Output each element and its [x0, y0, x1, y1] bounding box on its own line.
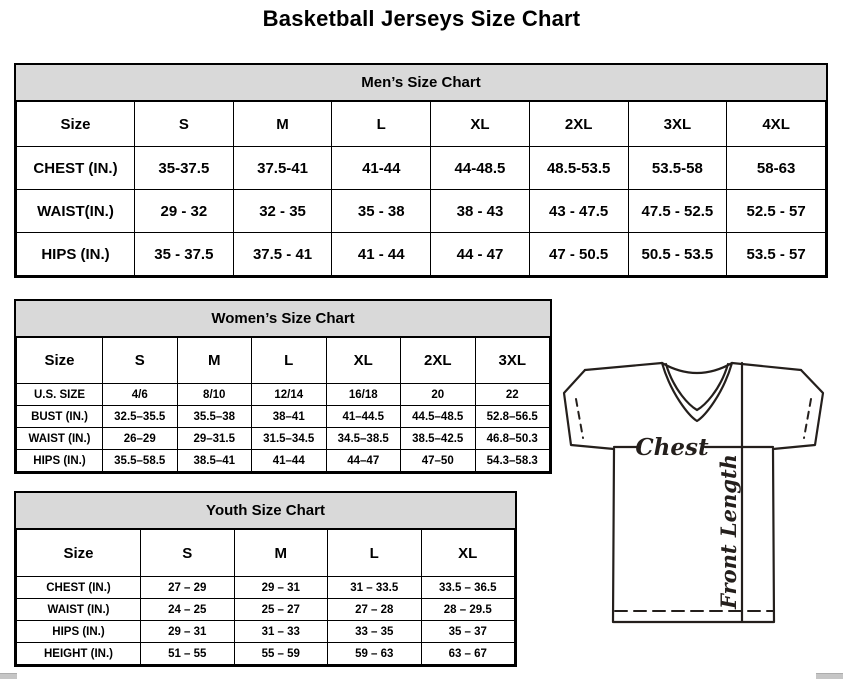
table-cell: 44-48.5	[431, 147, 530, 190]
header-row	[17, 102, 826, 147]
table-cell: 31 – 33.5	[328, 577, 422, 599]
table-cell: 43 - 47.5	[529, 190, 628, 233]
table-cell: 4/6	[103, 384, 178, 406]
table-cell: 52.8–56.5	[475, 406, 550, 428]
table-cell: 29–31.5	[177, 428, 252, 450]
row-label: CHEST (IN.)	[17, 577, 141, 599]
table-cell: 41–44	[252, 450, 327, 472]
front-length-measure-label: Front Length	[716, 454, 741, 609]
table-cell: 12/14	[252, 384, 327, 406]
table-cell: 27 – 29	[141, 577, 235, 599]
column-header: M	[233, 102, 332, 147]
row-label: BUST (IN.)	[17, 406, 103, 428]
column-header: 4XL	[727, 102, 826, 147]
table-cell: 38.5–41	[177, 450, 252, 472]
scrollbar-fragment-left[interactable]	[0, 673, 17, 679]
table-cell: 58-63	[727, 147, 826, 190]
table-cell: 55 – 59	[234, 643, 328, 665]
size-table	[16, 101, 826, 276]
column-header: Size	[17, 102, 135, 147]
womens-size-chart-table	[14, 299, 552, 474]
jersey-cuff-left-dashed-line	[576, 399, 583, 438]
jersey-collar-back-arc	[662, 363, 732, 373]
column-header: Size	[17, 530, 141, 577]
table-row	[17, 450, 550, 472]
row-label: HIPS (IN.)	[17, 450, 103, 472]
jersey-sleeve-left-outline	[564, 370, 614, 449]
table-cell: 38 - 43	[431, 190, 530, 233]
table-row	[17, 599, 515, 621]
column-header: S	[103, 338, 178, 384]
column-header: Size	[17, 338, 103, 384]
table-cell: 29 – 31	[234, 577, 328, 599]
table-cell: 8/10	[177, 384, 252, 406]
mens-size-chart-table	[14, 63, 828, 278]
row-label: HIPS (IN.)	[17, 621, 141, 643]
table-title: Women’s Size Chart	[16, 301, 550, 337]
column-header: 3XL	[475, 338, 550, 384]
table-cell: 44–47	[326, 450, 401, 472]
table-row	[17, 621, 515, 643]
table-cell: 46.8–50.3	[475, 428, 550, 450]
row-label: WAIST(IN.)	[17, 190, 135, 233]
row-label: HIPS (IN.)	[17, 233, 135, 276]
table-cell: 41 - 44	[332, 233, 431, 276]
header-row	[17, 530, 515, 577]
table-cell: 47 - 50.5	[529, 233, 628, 276]
table-cell: 35.5–38	[177, 406, 252, 428]
column-header: M	[234, 530, 328, 577]
row-label: CHEST (IN.)	[17, 147, 135, 190]
column-header: 2XL	[529, 102, 628, 147]
table-cell: 35-37.5	[135, 147, 234, 190]
table-cell: 32.5–35.5	[103, 406, 178, 428]
table-cell: 37.5 - 41	[233, 233, 332, 276]
table-cell: 50.5 - 53.5	[628, 233, 727, 276]
table-cell: 35 - 38	[332, 190, 431, 233]
table-cell: 22	[475, 384, 550, 406]
table-cell: 25 – 27	[234, 599, 328, 621]
table-cell: 63 – 67	[421, 643, 515, 665]
jersey-measurement-diagram	[552, 356, 842, 636]
table-cell: 38–41	[252, 406, 327, 428]
column-header: S	[135, 102, 234, 147]
table-cell: 26–29	[103, 428, 178, 450]
table-cell: 34.5–38.5	[326, 428, 401, 450]
table-cell: 16/18	[326, 384, 401, 406]
jersey-collar-outer-v	[662, 363, 732, 421]
chest-measure-label: Chest	[635, 434, 709, 461]
table-cell: 53.5-58	[628, 147, 727, 190]
table-row	[17, 406, 550, 428]
table-row	[17, 384, 550, 406]
jersey-body-outline	[613, 449, 774, 622]
jersey-cuff-right-dashed-line	[804, 399, 811, 438]
column-header: M	[177, 338, 252, 384]
table-cell: 28 – 29.5	[421, 599, 515, 621]
column-header: L	[252, 338, 327, 384]
table-cell: 35.5–58.5	[103, 450, 178, 472]
size-table	[16, 529, 515, 665]
table-cell: 47–50	[401, 450, 476, 472]
table-row	[17, 643, 515, 665]
row-label: HEIGHT (IN.)	[17, 643, 141, 665]
column-header: S	[141, 530, 235, 577]
jersey-sleeve-right-outline	[773, 370, 823, 449]
table-cell: 53.5 - 57	[727, 233, 826, 276]
table-row	[17, 233, 826, 276]
column-header: XL	[431, 102, 530, 147]
table-cell: 51 – 55	[141, 643, 235, 665]
page-title: Basketball Jerseys Size Chart	[262, 6, 581, 31]
table-row	[17, 190, 826, 233]
jersey-diagram-svg	[552, 356, 842, 636]
table-cell: 29 - 32	[135, 190, 234, 233]
table-cell: 52.5 - 57	[727, 190, 826, 233]
table-cell: 20	[401, 384, 476, 406]
column-header: 2XL	[401, 338, 476, 384]
table-cell: 41–44.5	[326, 406, 401, 428]
column-header: 3XL	[628, 102, 727, 147]
table-cell: 29 – 31	[141, 621, 235, 643]
table-row	[17, 147, 826, 190]
size-table	[16, 337, 550, 472]
table-cell: 59 – 63	[328, 643, 422, 665]
row-label: U.S. SIZE	[17, 384, 103, 406]
scrollbar-fragment-right[interactable]	[816, 673, 843, 679]
jersey-shoulder-left-line	[585, 363, 662, 370]
table-cell: 44 - 47	[431, 233, 530, 276]
column-header: L	[328, 530, 422, 577]
table-cell: 48.5-53.5	[529, 147, 628, 190]
jersey-collar-inner-v	[666, 364, 728, 410]
table-cell: 38.5–42.5	[401, 428, 476, 450]
table-cell: 24 – 25	[141, 599, 235, 621]
table-cell: 27 – 28	[328, 599, 422, 621]
table-cell: 41-44	[332, 147, 431, 190]
table-cell: 47.5 - 52.5	[628, 190, 727, 233]
table-cell: 31 – 33	[234, 621, 328, 643]
table-row	[17, 428, 550, 450]
column-header: XL	[421, 530, 515, 577]
table-cell: 35 - 37.5	[135, 233, 234, 276]
table-row	[17, 577, 515, 599]
table-cell: 35 – 37	[421, 621, 515, 643]
table-cell: 54.3–58.3	[475, 450, 550, 472]
youth-size-chart-table	[14, 491, 517, 667]
table-cell: 33 – 35	[328, 621, 422, 643]
table-title: Youth Size Chart	[16, 493, 515, 529]
table-cell: 44.5–48.5	[401, 406, 476, 428]
table-cell: 31.5–34.5	[252, 428, 327, 450]
table-cell: 37.5-41	[233, 147, 332, 190]
table-cell: 32 - 35	[233, 190, 332, 233]
column-header: L	[332, 102, 431, 147]
table-cell: 33.5 – 36.5	[421, 577, 515, 599]
row-label: WAIST (IN.)	[17, 599, 141, 621]
column-header: XL	[326, 338, 401, 384]
table-title: Men’s Size Chart	[16, 65, 826, 101]
header-row	[17, 338, 550, 384]
row-label: WAIST (IN.)	[17, 428, 103, 450]
